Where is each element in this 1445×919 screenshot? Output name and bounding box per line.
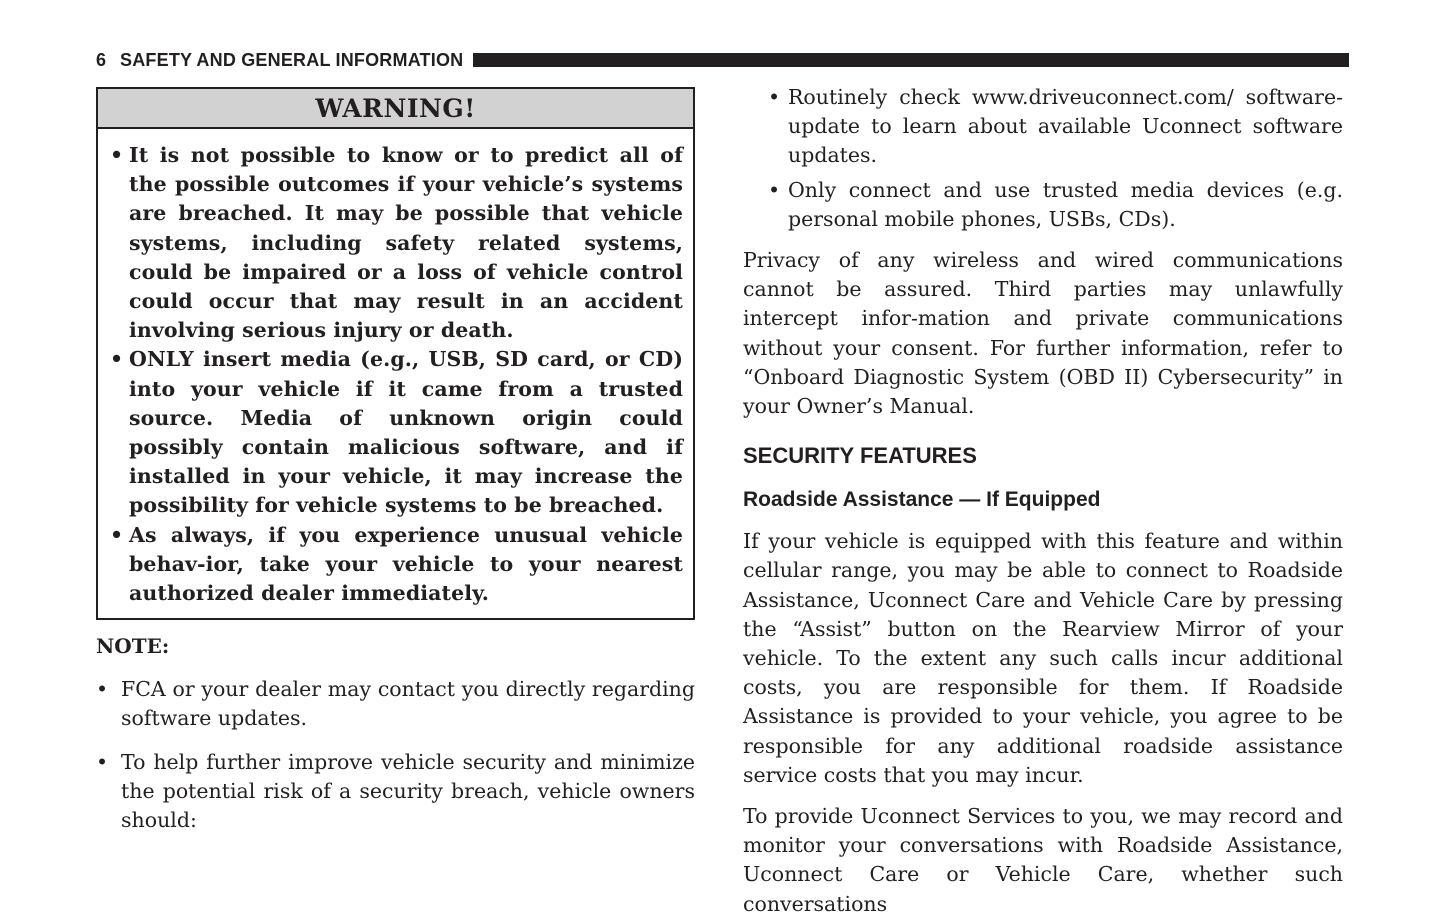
- page-header: [96, 48, 1349, 72]
- warning-box: [96, 87, 695, 620]
- owner-actions-list: [743, 83, 1343, 234]
- left-column: [96, 87, 695, 835]
- warning-item: • It is not possible to know or to predict all of the possible outcomes if your vehicle’s systems are breached. It may be possible that vehicle systems, including safety related systems, could be impaired or a loss of vehicle control could occur that may result in an accident involving serious injury or death.: [110, 141, 683, 345]
- warning-title: WARNING!: [98, 89, 693, 129]
- warning-item: • As always, if you experience unusual vehicle behav-ior, take your vehicle to your nearest authorized dealer immediately.: [110, 521, 683, 609]
- owner-action-item: • Routinely check www.driveuconnect.com/ software-update to learn about available Uconnect software updates.: [768, 83, 1343, 171]
- note-list: [96, 675, 695, 835]
- warning-item: • ONLY insert media (e.g., USB, SD card, or CD) into your vehicle if it came from a trusted source. Media of unknown origin could possibly contain malicious software, and if installed in your vehicle, it may increase the possibility for vehicle systems to be breached.: [110, 345, 683, 520]
- page-number: 6: [96, 49, 107, 70]
- note-item: • To help further improve vehicle security and minimize the potential risk of a security breach, vehicle owners should:: [96, 748, 695, 836]
- section-title: SAFETY AND GENERAL INFORMATION: [120, 49, 464, 70]
- note-label: NOTE:: [96, 634, 170, 659]
- services-paragraph: To provide Uconnect Services to you, we may record and monitor your conversations with Roadside Assistance, Uconnect Care or Vehicle Care, whether such conversations: [743, 804, 1343, 916]
- security-features-heading: SECURITY FEATURES: [743, 443, 977, 469]
- header-rule: [473, 53, 1349, 67]
- owner-action-item: • Only connect and use trusted media devices (e.g. personal mobile phones, USBs, CDs).: [768, 176, 1343, 234]
- warning-list: [98, 129, 693, 618]
- privacy-paragraph: Privacy of any wireless and wired communications cannot be assured. Third parties may unlawfully intercept infor-mation and private communications without your consent. For further information, refer to “Onboard Diagnostic System (OBD II) Cybersecurity” in your Owner’s Manual.: [743, 248, 1343, 419]
- note-item: • FCA or your dealer may contact you directly regarding software updates.: [96, 675, 695, 733]
- right-column: [743, 83, 1343, 919]
- roadside-paragraph: If your vehicle is equipped with this feature and within cellular range, you may be able to connect to Roadside Assistance, Uconnect Care and Vehicle Care by pressing the “Assist” button on the Rearview Mirror of your vehicle. To the extent any such calls incur additional costs, you are responsible for them. If Roadside Assistance is provided to your vehicle, you agree to be responsible for any additional roadside assistance service costs that you may incur.: [743, 529, 1343, 787]
- roadside-assistance-heading: Roadside Assistance — If Equipped: [743, 488, 1101, 512]
